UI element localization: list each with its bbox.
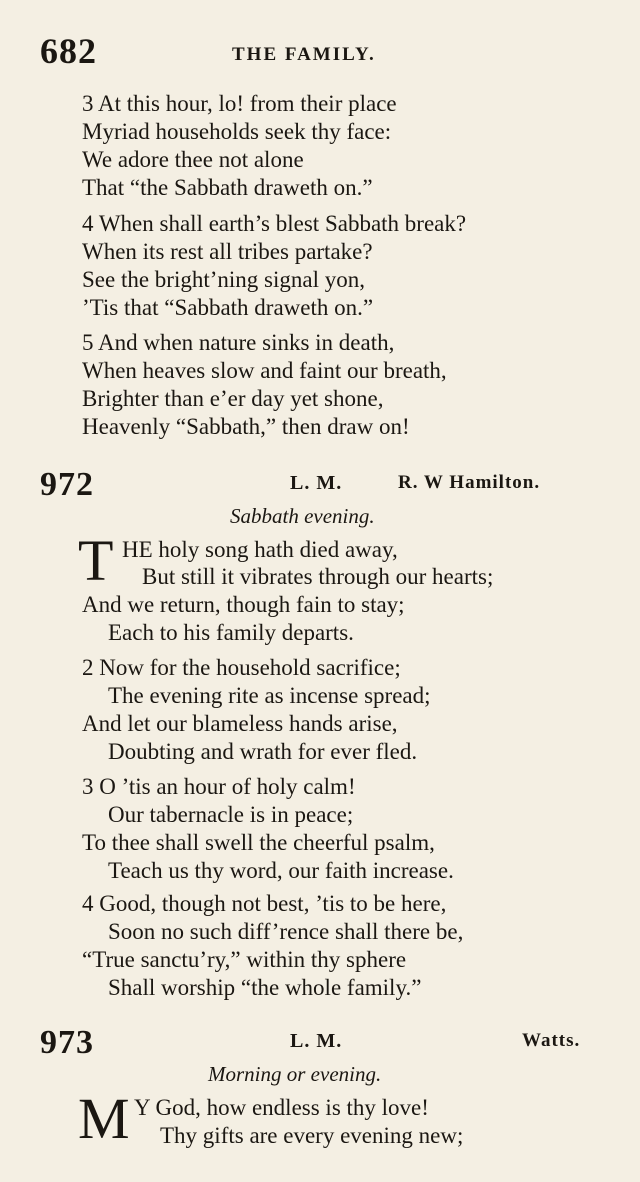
hymn-meter: L. M.: [290, 1030, 343, 1052]
stanza-line: And we return, though fain to stay;: [82, 592, 405, 617]
stanza-line: 4 Good, though not best, ’tis to be here,: [82, 891, 447, 916]
running-title: THE FAMILY.: [232, 44, 376, 65]
stanza-line: Doubting and wrath for ever fled.: [108, 739, 418, 764]
stanza-line: Shall worship “the whole family.”: [108, 975, 422, 1000]
stanza-line: When its rest all tribes partake?: [82, 239, 373, 264]
drop-cap: T: [78, 528, 114, 593]
stanza-line: 3 At this hour, lo! from their place: [82, 91, 397, 116]
stanza-line: And let our blameless hands arise,: [82, 711, 398, 736]
stanza-line: 4 When shall earth’s blest Sabbath break?: [82, 211, 467, 236]
hymn-number: 973: [40, 1024, 94, 1061]
stanza-line: “True sanctu’ry,” within thy sphere: [82, 947, 407, 972]
stanza-line: ’Tis that “Sabbath draweth on.”: [82, 295, 374, 320]
stanza-line: Heavenly “Sabbath,” then draw on!: [82, 414, 410, 439]
stanza-line: Myriad households seek thy face:: [82, 119, 392, 144]
stanza-line: Each to his family departs.: [108, 620, 354, 645]
hymn-subtitle: Morning or evening.: [208, 1062, 382, 1086]
hymn-number: 972: [40, 466, 94, 503]
hymn-meter: L. M.: [290, 472, 343, 494]
stanza-line: That “the Sabbath draweth on.”: [82, 175, 373, 200]
stanza-line: The evening rite as incense spread;: [108, 683, 431, 708]
stanza-line: Y God, how endless is thy love!: [134, 1095, 429, 1120]
drop-cap: M: [78, 1086, 130, 1151]
stanza-line: Soon no such diff’rence shall there be,: [108, 919, 464, 944]
hymn-subtitle: Sabbath evening.: [230, 504, 375, 528]
stanza-line: But still it vibrates through our hearts;: [142, 564, 494, 589]
hymn-author: Watts.: [522, 1030, 581, 1051]
stanza-line: 5 And when nature sinks in death,: [82, 330, 395, 355]
stanza-line: Brighter than e’er day yet shone,: [82, 386, 384, 411]
stanza-line: 2 Now for the household sacrifice;: [82, 655, 401, 680]
stanza-line: When heaves slow and faint our breath,: [82, 358, 447, 383]
stanza-line: 3 O ’tis an hour of holy calm!: [82, 774, 356, 799]
stanza-line: See the bright’ning signal yon,: [82, 267, 365, 292]
stanza-line: Thy gifts are every evening new;: [160, 1123, 464, 1148]
stanza-line: Our tabernacle is in peace;: [108, 802, 354, 827]
hymn-author: R. W Hamilton.: [398, 472, 541, 493]
stanza-line: We adore thee not alone: [82, 147, 304, 172]
page-number: 682: [40, 31, 97, 71]
stanza-line: HE holy song hath died away,: [122, 537, 398, 562]
stanza-line: To thee shall swell the cheerful psalm,: [82, 830, 435, 855]
stanza-line: Teach us thy word, our faith increase.: [108, 858, 454, 883]
